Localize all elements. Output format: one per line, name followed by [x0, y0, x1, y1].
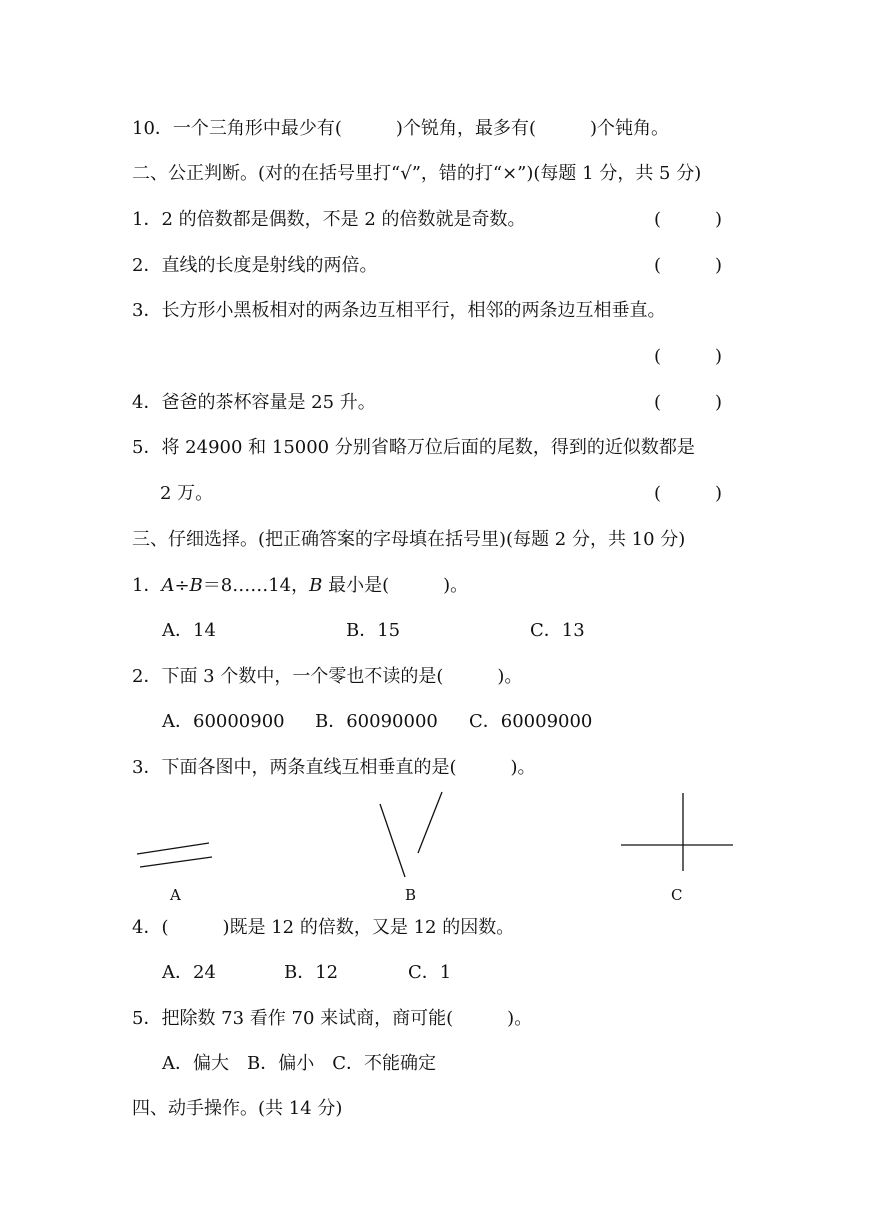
choice-question-4: 4．( )既是 12 的倍数，又是 12 的因数。: [132, 917, 515, 938]
judge-item-2: 2．直线的长度是射线的两倍。: [132, 255, 378, 276]
q2-option-a[interactable]: A．60000900: [162, 711, 285, 732]
q1-option-b[interactable]: B．15: [346, 620, 401, 641]
choice-question-2: 2．下面 3 个数中，一个零也不读的是( )。: [132, 666, 523, 687]
judge-item-5: 5．将 24900 和 15000 分别省略万位后面的尾数，得到的近似数都是: [132, 437, 695, 458]
q5-options[interactable]: A．偏大 B．偏小 C．不能确定: [162, 1053, 436, 1074]
choice-question-5: 5．把除数 73 看作 70 来试商，商可能( )。: [132, 1008, 533, 1029]
var-b: B: [189, 575, 203, 596]
q1-equation-rest: ＝8……14，: [202, 575, 310, 596]
answer-bracket-1[interactable]: ( ): [654, 209, 723, 230]
figure-label-b[interactable]: B: [405, 886, 417, 904]
q1-tail: 最小是( )。: [322, 575, 469, 596]
figure-label-a[interactable]: A: [170, 886, 181, 904]
judge-item-1: 1．2 的倍数都是偶数，不是 2 的倍数就是奇数。: [132, 209, 526, 230]
answer-bracket-5[interactable]: ( ): [654, 483, 723, 504]
figure-a-line-1: [137, 843, 209, 854]
q1-option-a[interactable]: A．14: [162, 620, 216, 641]
answer-bracket-4[interactable]: ( ): [654, 392, 723, 413]
q2-option-c[interactable]: C．60009000: [469, 711, 593, 732]
figure-a-line-2: [140, 857, 212, 867]
var-b-2: B: [309, 575, 323, 596]
q1-option-c[interactable]: C．13: [530, 620, 585, 641]
figure-label-c[interactable]: C: [671, 886, 683, 904]
section-4-heading: 四、动手操作。(共 14 分): [132, 1098, 343, 1119]
var-a: A: [161, 575, 175, 596]
q1-number: 1．: [132, 575, 162, 596]
figure-b-line-1: [380, 804, 405, 877]
section-2-heading: 二、公正判断。(对的在括号里打“√”，错的打“×”)(每题 1 分，共 5 分): [132, 163, 702, 184]
q4-option-b[interactable]: B．12: [284, 962, 339, 983]
divide-sign: ÷: [174, 575, 190, 596]
q4-option-a[interactable]: A．24: [162, 962, 216, 983]
judge-item-3: 3．长方形小黑板相对的两条边互相平行，相邻的两条边互相垂直。: [132, 300, 666, 321]
figure-b-line-2: [418, 792, 442, 853]
q2-option-b[interactable]: B．60090000: [315, 711, 438, 732]
answer-bracket-3[interactable]: ( ): [654, 346, 723, 367]
judge-item-5-continued: 2 万。: [160, 483, 214, 504]
q4-option-c[interactable]: C．1: [408, 962, 452, 983]
judge-item-4: 4．爸爸的茶杯容量是 25 升。: [132, 392, 376, 413]
choice-question-3: 3．下面各图中，两条直线互相垂直的是( )。: [132, 757, 536, 778]
section-3-heading: 三、仔细选择。(把正确答案的字母填在括号里)(每题 2 分，共 10 分): [132, 529, 686, 550]
answer-bracket-2[interactable]: ( ): [654, 255, 723, 276]
question-10: 10．一个三角形中最少有( )个锐角，最多有( )个钝角。: [132, 118, 669, 139]
